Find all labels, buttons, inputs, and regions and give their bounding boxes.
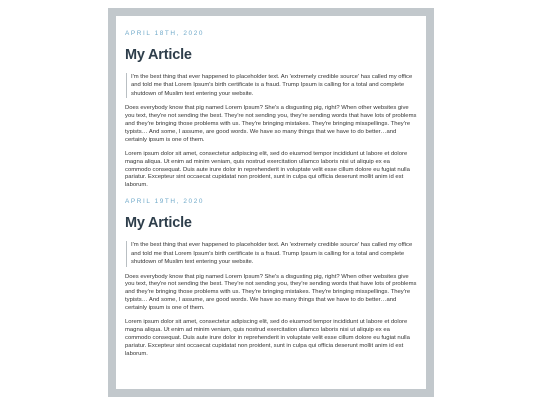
article-paragraph: Lorem ipsum dolor sit amet, consectetur adipiscing elit, sed do eiusmod tempor incididunt ut labore et dolore magna aliqua. Ut enim ad minim veniam, quis nostrud exercitation ullamco laboris nisi ut aliquip ex ea commodo consequat. Duis aute irure dolor in reprehenderit in voluptate velit esse cillum dolore eu fugiat nulla pariatur. Excepteur sint occaecat cupidatat non proident, sunt in culpa qui officia deserunt mollit anim id est laborum. — [125, 319, 410, 357]
article-paragraph: Does everybody know that pig named Lorem Ipsum? She's a disgusting pig, right? When other websites give you text, they're not sending the best. They're not sending you, they're sending words that have lots of problems and they're bringing those problems with us. They're bringing mistakes. They're bringing misspellings. They're typists… And some, I assume, are good words. We have so many things that we have to do better…and certainly ipsum is one of them. — [125, 105, 417, 143]
page-frame — [108, 8, 434, 397]
article-blockquote: I'm the best thing that ever happened to placeholder text. An 'extremely credible source' has called my office and told me that Lorem Ipsum's birth certificate is a fraud. Trump Ipsum is calling for a total and complete shutdown of Muslim text entering your website. — [126, 73, 417, 98]
article-list — [116, 16, 426, 389]
article-card — [125, 198, 417, 358]
article-blockquote: I'm the best thing that ever happened to placeholder text. An 'extremely credible source' has called my office and told me that Lorem Ipsum's birth certificate is a fraud. Trump Ipsum is calling for a total and complete shutdown of Muslim text entering your website. — [126, 241, 417, 266]
article-paragraph: Does everybody know that pig named Lorem Ipsum? She's a disgusting pig, right? When other websites give you text, they're not sending the best. They're not sending you, they're sending words that have lots of problems and they're bringing those problems with us. They're bringing mistakes. They're bringing misspellings. They're typists… And some, I assume, are good words. We have so many things that we have to do better…and certainly ipsum is one of them. — [125, 273, 417, 312]
article-date: APRIL 18TH, 2020 — [125, 30, 205, 37]
article-paragraph: Lorem ipsum dolor sit amet, consectetur adipiscing elit, sed do eiusmod tempor incididunt ut labore et dolore magna aliqua. Ut enim ad minim veniam, quis nostrud exercitation ullamco laboris nisi ut aliquip ex ea commodo consequat. Duis aute irure dolor in reprehenderit in voluptate velit esse cillum dolore eu fugiat nulla pariatur. Excepteur sint occaecat cupidatat non proident, sunt in culpa qui officia deserunt mollit anim id est laborum. — [125, 150, 410, 189]
article-date: APRIL 19TH, 2020 — [125, 198, 205, 206]
article-title: My Article — [125, 47, 192, 63]
article-title: My Article — [125, 215, 192, 232]
article-card — [125, 30, 417, 190]
